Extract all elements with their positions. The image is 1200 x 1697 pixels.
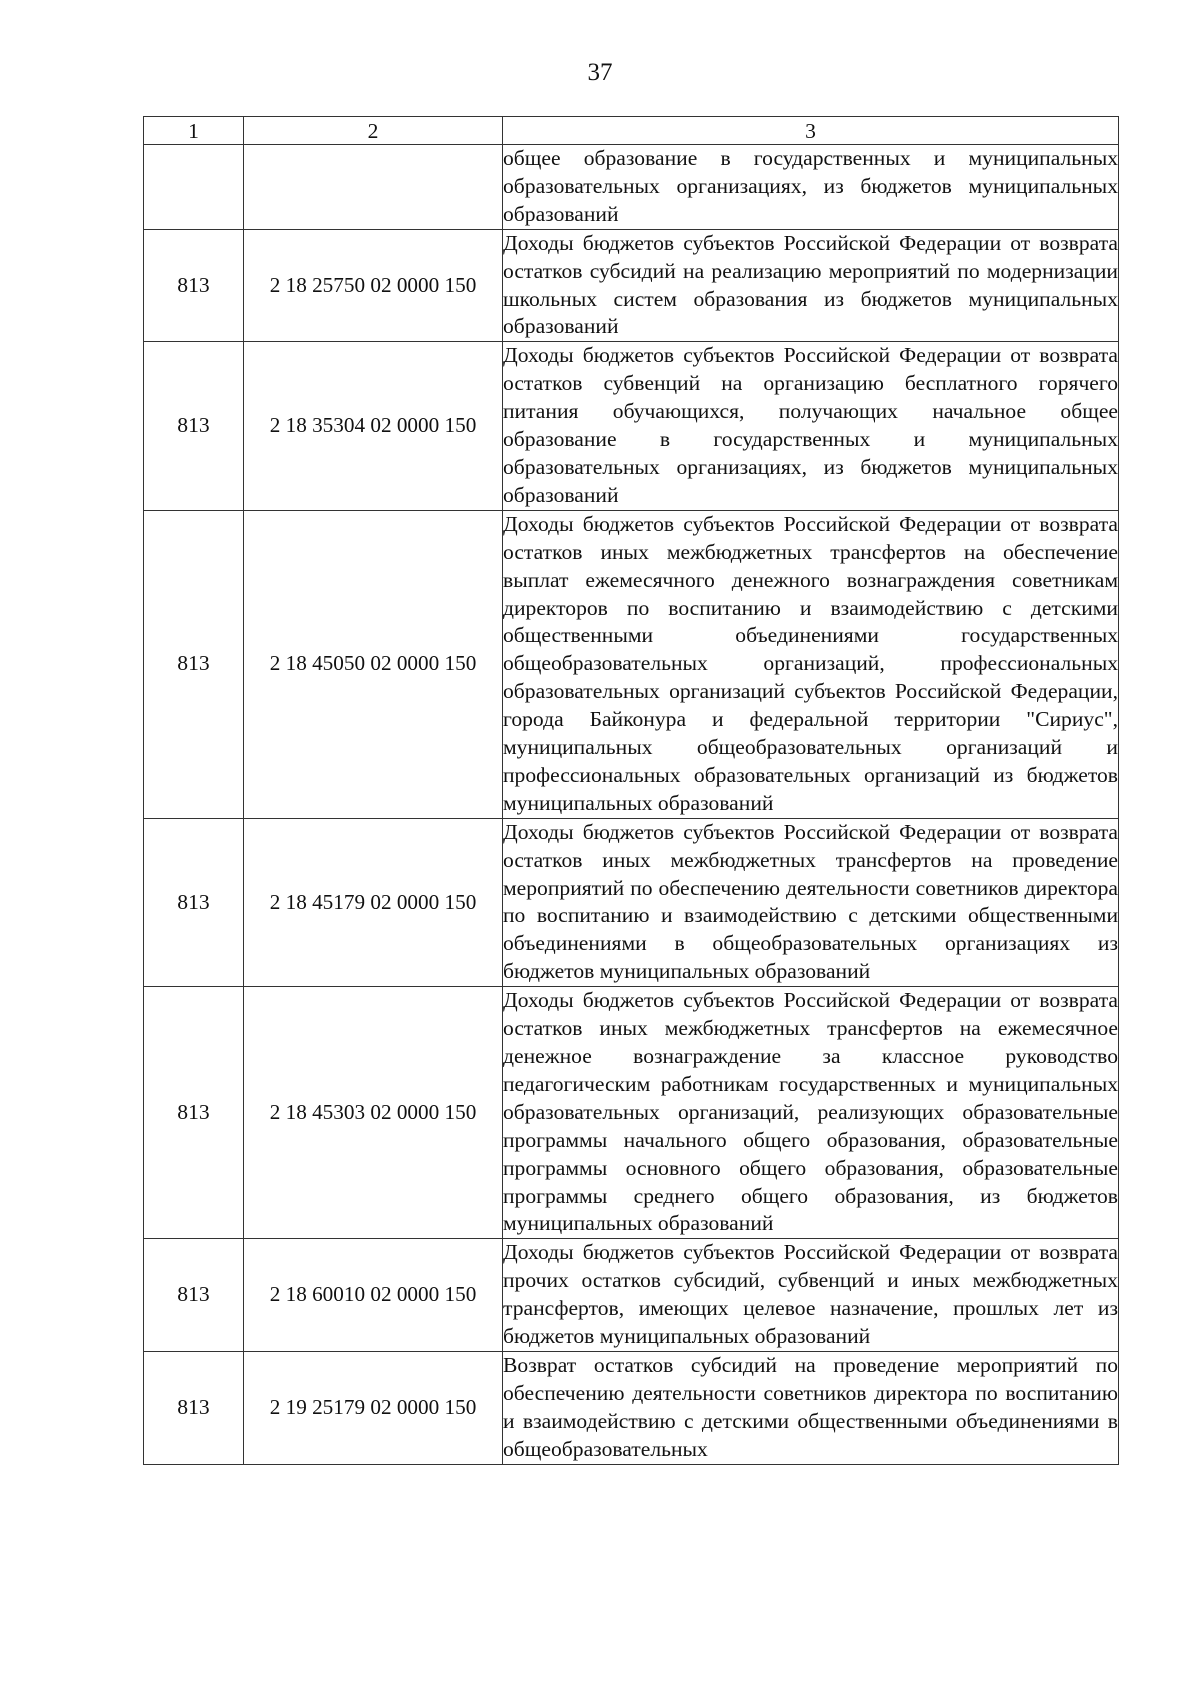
budget-codes-table [143,116,1119,1465]
administrator-code: 813 [144,510,244,818]
budget-classification-code: 2 18 25750 02 0000 150 [244,229,503,342]
administrator-code: 813 [144,987,244,1239]
administrator-code [144,145,244,230]
column-header-2: 2 [244,117,503,145]
table-header-row [144,117,1119,145]
column-header-3: 3 [503,117,1119,145]
table-row [144,229,1119,342]
table-row [144,818,1119,986]
table-row [144,145,1119,230]
budget-classification-code: 2 19 25179 02 0000 150 [244,1351,503,1464]
administrator-code: 813 [144,229,244,342]
administrator-code: 813 [144,818,244,986]
column-header-1: 1 [144,117,244,145]
table-row [144,1239,1119,1352]
revenue-description: Доходы бюджетов субъектов Российской Федерации от возврата остатков иных межбюджетных трансфертов на ежемесячное денежное вознаграждение за классное руководство педагогическим работникам государственных и муниципальных образовательных организаций, реализующих образовательные программы начального общего образования, образовательные программы основного общего образования, образовательные программы среднего общего образования, из бюджетов муниципальных образований [503,987,1119,1239]
revenue-description: общее образование в государственных и муниципальных образовательных организациях, из бюджетов муниципальных образований [503,145,1119,230]
budget-classification-code: 2 18 45303 02 0000 150 [244,987,503,1239]
administrator-code: 813 [144,1239,244,1352]
budget-classification-code: 2 18 35304 02 0000 150 [244,342,503,510]
budget-classification-code: 2 18 45179 02 0000 150 [244,818,503,986]
budget-classification-code [244,145,503,230]
page-number: 37 [587,59,613,86]
administrator-code: 813 [144,342,244,510]
table-row [144,510,1119,818]
revenue-description: Доходы бюджетов субъектов Российской Федерации от возврата остатков субвенций на организацию бесплатного горячего питания обучающихся, получающих начальное общее образование в государственных и муниципальных образовательных организациях, из бюджетов муниципальных образований [503,342,1119,510]
administrator-code: 813 [144,1351,244,1464]
revenue-description: Доходы бюджетов субъектов Российской Федерации от возврата остатков субсидий на реализацию мероприятий по модернизации школьных систем образования из бюджетов муниципальных образований [503,229,1119,342]
budget-classification-code: 2 18 45050 02 0000 150 [244,510,503,818]
table-row [144,342,1119,510]
table-row [144,987,1119,1239]
budget-classification-code: 2 18 60010 02 0000 150 [244,1239,503,1352]
table-row [144,1351,1119,1464]
revenue-description: Доходы бюджетов субъектов Российской Федерации от возврата остатков иных межбюджетных трансфертов на проведение мероприятий по обеспечению деятельности советников директора по воспитанию и взаимодействию с детскими общественными объединениями в общеобразовательных организациях из бюджетов муниципальных образований [503,818,1119,986]
revenue-description: Возврат остатков субсидий на проведение мероприятий по обеспечению деятельности советников директора по воспитанию и взаимодействию с детскими общественными объединениями в общеобразовательных [503,1351,1119,1464]
revenue-description: Доходы бюджетов субъектов Российской Федерации от возврата прочих остатков субсидий, субвенций и иных межбюджетных трансфертов, имеющих целевое назначение, прошлых лет из бюджетов муниципальных образований [503,1239,1119,1352]
revenue-description: Доходы бюджетов субъектов Российской Федерации от возврата остатков иных межбюджетных трансфертов на обеспечение выплат ежемесячного денежного вознаграждения советникам директоров по воспитанию и взаимодействию с детскими общественными объединениями государственных общеобразовательных организаций, профессиональных образовательных организаций субъектов Российской Федерации, города Байконура и федеральной территории "Сириус", муниципальных общеобразовательных организаций и профессиональных образовательных организаций из бюджетов муниципальных образований [503,510,1119,818]
